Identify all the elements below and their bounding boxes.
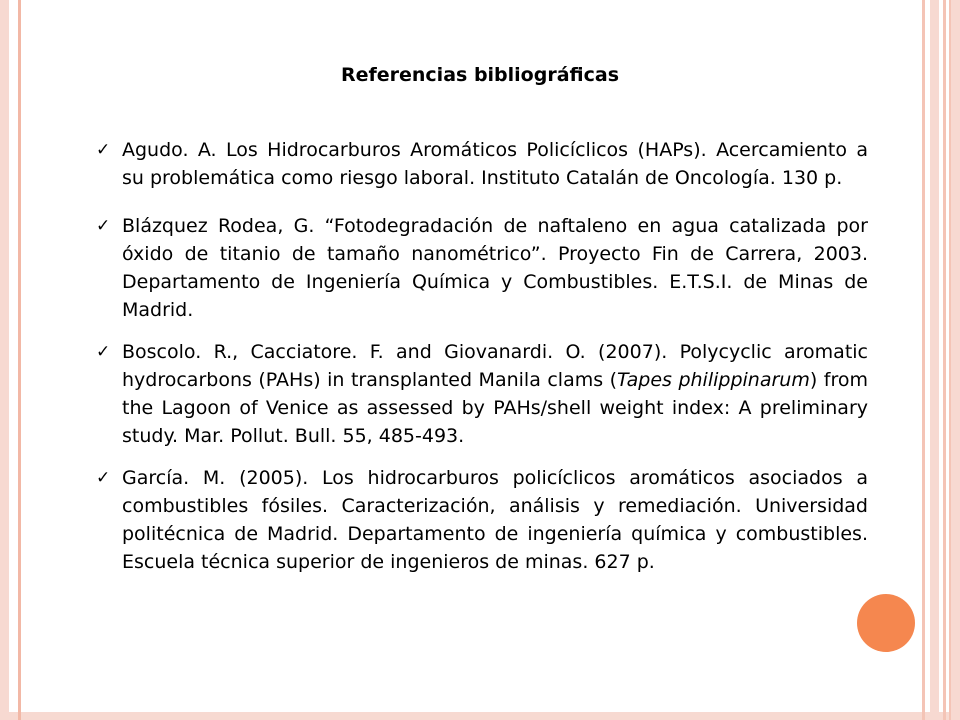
slide-title: Referencias bibliográficas: [340, 64, 620, 86]
reference-text-end: ) from the Lagoon of Venice as assessed by PAHs/shell weight index: A preliminary study. Mar. Pollut. Bull. 55, 485-493.: [122, 369, 868, 447]
species-name: Tapes philippinarum: [617, 369, 810, 391]
right-decorative-stripes: [922, 0, 952, 720]
reference-text: Agudo. A. Los Hidrocarburos Aromáticos Policíclicos (HAPs). Acercamiento a su problemática como riesgo laboral. Instituto Catalán de Oncología. 130 p.: [122, 139, 868, 189]
reference-item: [96, 136, 868, 192]
checkmark-icon: ✓: [96, 468, 111, 488]
reference-item: [96, 338, 868, 450]
checkmark-icon: ✓: [96, 140, 111, 160]
checkmark-icon: ✓: [96, 342, 111, 362]
reference-item: [96, 212, 868, 324]
checkmark-icon: ✓: [96, 216, 111, 236]
reference-list: [96, 136, 868, 576]
reference-text: Blázquez Rodea, G. “Fotodegradación de naftaleno en agua catalizada por óxido de titanio de tamaño nanométrico”. Proyecto Fin de Carrera, 2003. Departamento de Ingeniería Química y Combustibles. E.T.S.I. de Minas de Madrid.: [122, 215, 868, 321]
reference-item: [96, 464, 868, 576]
reference-text: García. M. (2005). Los hidrocarburos policíclicos aromáticos asociados a combustibles fósiles. Caracterización, análisis y remediación. Universidad politécnica de Madrid. Departamento de ingeniería química y combustibles. Escuela técnica superior de ingenieros de minas. 627 p.: [122, 467, 868, 573]
reference-text-start: Boscolo. R., Cacciatore. F. and Giovanardi. O. (2007). Polycyclic aromatic hydrocarbons (PAHs) in transplanted Manila clams (: [122, 341, 868, 391]
left-border-line: [18, 0, 21, 720]
accent-circle: [857, 594, 915, 652]
